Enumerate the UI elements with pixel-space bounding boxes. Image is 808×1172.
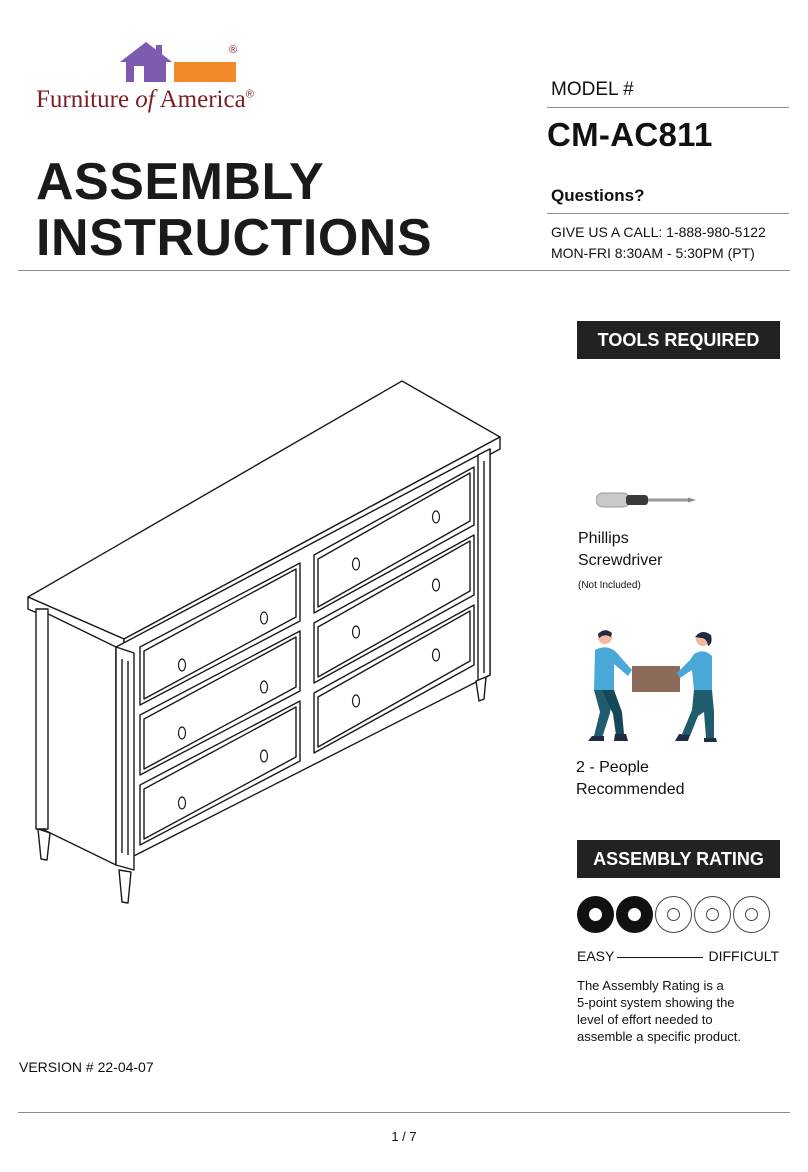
page-title — [36, 154, 432, 266]
two-people-icon — [580, 628, 730, 743]
brand-name — [36, 86, 254, 114]
tool-name-line-1: Phillips — [578, 530, 629, 547]
title-line-2: INSTRUCTIONS — [36, 209, 432, 267]
page-number: 1 / 7 — [391, 1129, 417, 1144]
screwdriver-icon — [596, 490, 700, 510]
dresser-foot-front-right — [476, 677, 486, 701]
logo-registered-mark-top: ® — [229, 44, 238, 56]
rating-circle — [616, 896, 653, 933]
rating-description-line: assemble a specific product. — [577, 1029, 742, 1044]
rating-circle — [733, 896, 770, 933]
dresser-foot-back-left — [38, 829, 50, 860]
rating-description-line: The Assembly Rating is a — [577, 978, 724, 993]
logo-house-window — [134, 66, 144, 82]
rating-description-line: 5-point system showing the — [577, 995, 735, 1010]
contact-info — [551, 222, 766, 264]
dresser-side-panel — [38, 609, 116, 865]
version-label: VERSION # 22-04-07 — [19, 1059, 154, 1075]
people-line-2: Recommended — [576, 781, 685, 798]
rating-circles — [577, 896, 770, 933]
dresser-illustration — [24, 375, 508, 910]
brand-name-of: of — [135, 86, 155, 113]
logo-house-body — [126, 60, 166, 82]
tool-name-line-2: Screwdriver — [578, 552, 663, 569]
rating-description — [577, 977, 741, 1045]
dresser-back-post — [36, 609, 48, 829]
logo-house-chimney — [156, 45, 162, 57]
contact-hours: MON-FRI 8:30AM - 5:30PM (PT) — [551, 245, 755, 261]
dresser-foot-front-left — [119, 870, 131, 903]
rating-circle — [655, 896, 692, 933]
rating-difficult-label: DIFFICULT — [708, 948, 779, 964]
header-divider — [18, 270, 790, 271]
rating-description-line: level of effort needed to — [577, 1012, 713, 1027]
questions-heading: Questions? — [551, 186, 645, 205]
contact-phone: GIVE US A CALL: 1-888-980-5122 — [551, 224, 766, 240]
logo-registered-mark: ® — [245, 88, 254, 101]
tool-name — [578, 528, 662, 572]
rating-easy-label: EASY — [577, 948, 615, 964]
tools-required-banner: TOOLS REQUIRED — [577, 321, 780, 359]
people-recommendation — [576, 757, 685, 801]
brand-name-suffix: America — [154, 86, 246, 113]
rating-scale — [577, 948, 779, 966]
model-number: CM-AC811 — [547, 116, 713, 153]
title-line-1: ASSEMBLY — [36, 153, 325, 211]
footer-divider — [18, 1112, 790, 1113]
house-logo-icon — [118, 40, 278, 85]
tool-note: (Not Included) — [578, 580, 641, 591]
rating-scale-line — [617, 957, 703, 958]
logo-house-roof — [120, 42, 172, 62]
questions-divider — [547, 213, 789, 214]
assembly-rating-banner: ASSEMBLY RATING — [577, 840, 780, 878]
brand-logo — [36, 40, 306, 120]
model-divider — [547, 107, 789, 108]
logo-orange-banner — [174, 62, 236, 82]
rating-circle — [577, 896, 614, 933]
brand-name-prefix: Furniture — [36, 86, 136, 113]
model-label: MODEL # — [551, 79, 634, 100]
rating-circle — [694, 896, 731, 933]
people-line-1: 2 - People — [576, 759, 649, 776]
dresser-front-left-post — [116, 647, 134, 870]
